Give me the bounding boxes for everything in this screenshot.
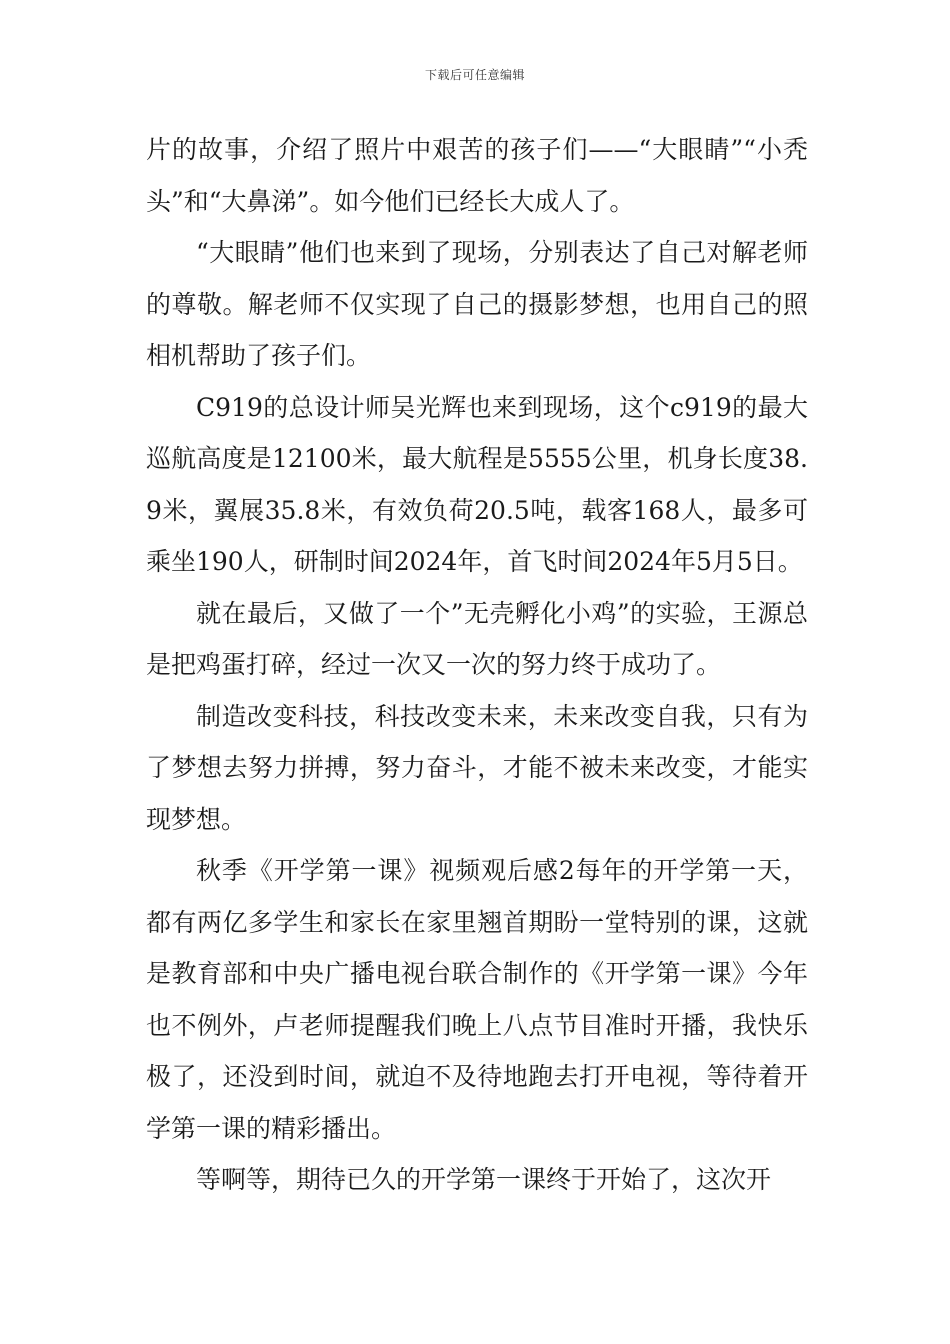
paragraph-1: 片的故事，介绍了照片中艰苦的孩子们——“大眼睛”“小秃头”和“大鼻涕”。如今他们已经长大成人了。 — [146, 135, 808, 216]
paragraph-6: 秋季《开学第一课》视频观后感2每年的开学第一天，都有两亿多学生和家长在家里翘首期盼一堂特别的课，这就是教育部和中央广播电视台联合制作的《开学第一课》今年也不例外，卢老师提醒我们晚上八点节目准时开播，我快乐极了，还没到时间，就迫不及待地跑去打开电视，等待着开学第一课的精彩播出。 — [146, 856, 808, 1143]
document-body — [146, 124, 808, 1206]
paragraph-2: “大眼睛”他们也来到了现场，分别表达了自己对解老师的尊敬。解老师不仅实现了自己的摄影梦想，也用自己的照相机帮助了孩子们。 — [146, 238, 808, 370]
paragraph-5: 制造改变科技，科技改变未来，未来改变自我，只有为了梦想去努力拼搏，努力奋斗，才能不被未来改变，才能实现梦想。 — [146, 701, 808, 834]
paragraph-7: 等啊等，期待已久的开学第一课终于开始了，这次开 — [196, 1165, 772, 1194]
paragraph-3: C919的总设计师吴光辉也来到现场，这个c919的最大巡航高度是12100米，最大航程是5555公里，机身长度38.9米，翼展35.8米，有效负荷20.5吨，载客168人，最多可乘坐190人，研制时间2024年，首飞时间2024年5月5日。 — [146, 392, 808, 576]
page-header: 下载后可任意编辑 — [424, 68, 525, 82]
paragraph-4: 就在最后，又做了一个”无壳孵化小鸡”的实验，王源总是把鸡蛋打碎，经过一次又一次的努力终于成功了。 — [146, 598, 808, 679]
